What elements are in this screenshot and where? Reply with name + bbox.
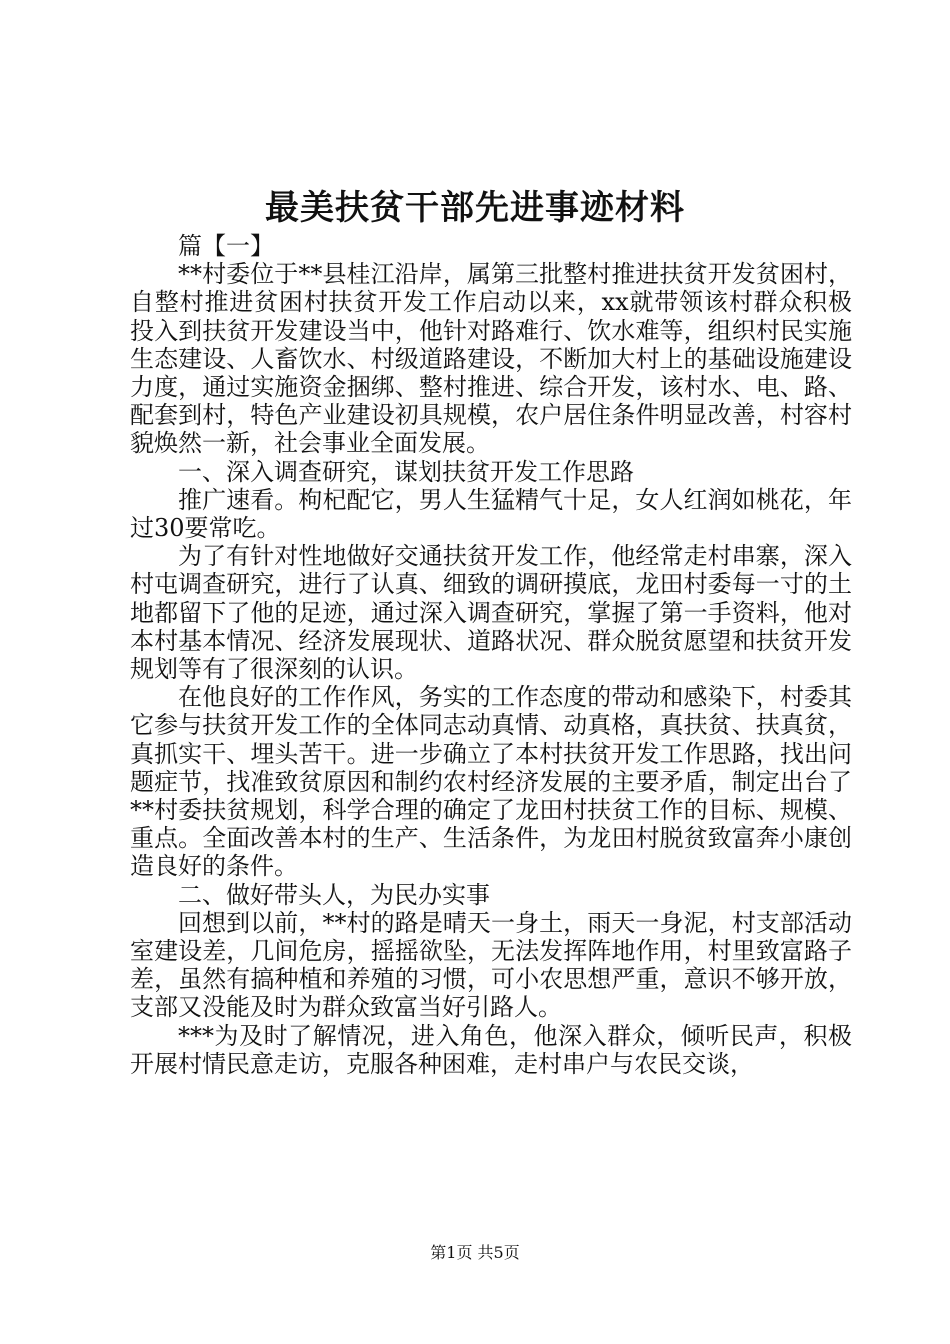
- paragraph-work-style: 在他良好的工作作风，务实的工作态度的带动和感染下，村委其它参与扶贫开发工作的全体同志动真情、动真格，真扶贫、扶真贫，真抓实干、埋头苦干。进一步确立了本村扶贫开发工作思路，找出问题症节，找准致贫原因和制约农村经济发展的主要矛盾，制定出台了**村委扶贫规划，科学合理的确定了龙田村扶贫工作的目标、规模、重点。全面改善本村的生产、生活条件，为龙田村脱贫致富奔小康创造良好的条件。: [130, 683, 852, 881]
- section-heading-1: 一、深入调查研究，谋划扶贫开发工作思路: [178, 457, 634, 486]
- paragraph-history: 回想到以前，**村的路是晴天一身土，雨天一身泥，村支部活动室建设差，几间危房，摇摇欲坠，无法发挥阵地作用，村里致富路子差，虽然有搞种植和养殖的习惯，可小农思想严重，意识不够开放，支部又没能及时为群众致富当好引路人。: [130, 908, 852, 1022]
- document-body: [130, 232, 852, 1078]
- section-heading-2: 二、做好带头人，为民办实事: [178, 880, 490, 909]
- document-title: 最美扶贫干部先进事迹材料: [265, 188, 685, 228]
- paragraph-research: 为了有针对性地做好交通扶贫开发工作，他经常走村串寨，深入村屯调查研究，进行了认真、细致的调研摸底，龙田村委每一寸的土地都留下了他的足迹，通过深入调查研究，掌握了第一手资料，他对本村基本情况、经济发展现状、道路状况、群众脱贫愿望和扶贫开发规划等有了很深刻的认识。: [130, 542, 852, 684]
- paragraph-ad: 推广速看。枸杞配它，男人生猛精气十足，女人红润如桃花，年过30要常吃。: [130, 485, 852, 543]
- section-label: 篇【一】: [178, 232, 274, 260]
- page-number-footer: 第1页 共5页: [430, 1243, 520, 1262]
- paragraph-visits: ***为及时了解情况，进入角色，他深入群众，倾听民声，积极开展村情民意走访，克服各种困难，走村串户与农民交谈，: [130, 1021, 852, 1078]
- paragraph-intro: **村委位于**县桂江沿岸，属第三批整村推进扶贫开发贫困村，自整村推进贫困村扶贫开发工作启动以来，xx就带领该村群众积极投入到扶贫开发建设当中，他针对路难行、饮水难等，组织村民实施生态建设、人畜饮水、村级道路建设，不断加大村上的基础设施建设力度，通过实施资金捆绑、整村推进、综合开发，该村水、电、路、配套到村，特色产业建设初具规模，农户居住条件明显改善，村容村貌焕然一新，社会事业全面发展。: [130, 260, 852, 458]
